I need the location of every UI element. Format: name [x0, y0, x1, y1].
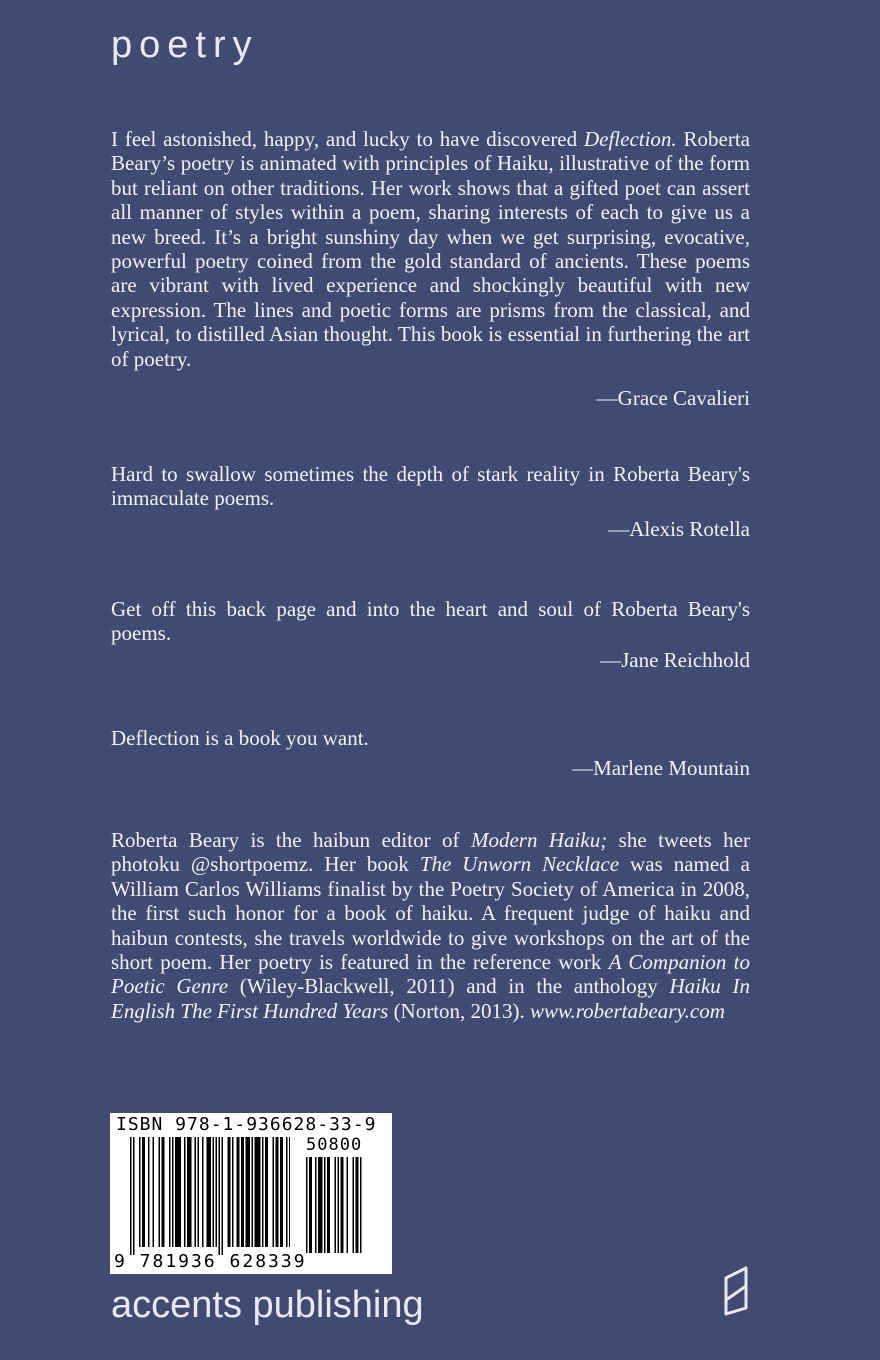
- barcode-bar: [356, 1157, 359, 1253]
- barcode-bar: [142, 1137, 145, 1247]
- attribution-mountain: —Marlene Mountain: [572, 756, 750, 780]
- barcode-bar: [360, 1157, 362, 1253]
- barcode-bar: [162, 1137, 165, 1247]
- barcode-bar: [130, 1137, 132, 1255]
- barcode-bar: [219, 1137, 221, 1255]
- attribution-reichhold: —Jane Reichhold: [600, 648, 750, 672]
- barcode-bar: [306, 1157, 308, 1253]
- barcode-bar: [318, 1157, 323, 1253]
- blurb-text: Roberta Beary’s poetry is animated with principles of Haiku, illustrative of the form but reliant on other traditions. Her work shows that a gifted poet can assert all manner of styles within a poem, sharing interests of each to give us a new breed. It’s a bright sunshiny day when we get surprising, evocative, powerful poetry coined from the gold standard of ancients. These poems are vibrant with lived experience and shockingly beautiful with new expression. The lines and poetic forms are prisms from the classical, and lyrical, to distilled Asian thought. This book is essential in furthering the art of poetry.: [111, 127, 750, 371]
- attribution-cavalieri: —Grace Cavalieri: [596, 386, 750, 410]
- barcode-bar: [213, 1137, 215, 1247]
- bio-text: Roberta Beary is the haibun editor of: [111, 828, 471, 852]
- barcode-bar: [184, 1137, 186, 1247]
- barcode-digits: 9 781936 628339: [114, 1251, 307, 1272]
- barcode-bar: [159, 1137, 161, 1247]
- blurb-rotella: Hard to swallow sometimes the depth of stark reality in Roberta Beary's immaculate poems.: [111, 462, 750, 511]
- genre-label: poetry: [111, 24, 259, 66]
- barcode-bar: [262, 1137, 264, 1247]
- blurb-text: I feel astonished, happy, and lucky to have discovered: [111, 127, 584, 151]
- book-title: A Companion to Poetic Genre: [111, 950, 751, 999]
- isbn-barcode: [110, 1113, 392, 1274]
- barcode-bar: [327, 1157, 330, 1253]
- book-title: Deflection.: [583, 127, 677, 151]
- addon-barcode-bars: [306, 1157, 384, 1255]
- barcode-bar: [265, 1137, 268, 1247]
- barcode-bar: [153, 1137, 155, 1247]
- barcode-bar: [241, 1137, 244, 1247]
- ean-barcode-bars: [130, 1137, 290, 1255]
- journal-title: Modern Haiku;: [470, 828, 608, 852]
- bio-text: (Wiley-Blackwell, 2011) and in the anthology: [228, 974, 670, 999]
- book-title: The Unworn Necklace: [419, 852, 620, 877]
- blurb-reichhold: Get off this back page and into the heart and soul of Roberta Beary's poems.: [111, 597, 750, 646]
- barcode-bar: [289, 1137, 290, 1247]
- barcode-bar: [315, 1157, 317, 1253]
- barcode-bar: [341, 1157, 344, 1253]
- barcode-bar: [347, 1157, 349, 1253]
- barcode-bar: [172, 1137, 174, 1247]
- accents-logo-icon: [720, 1264, 754, 1316]
- blurb-cavalieri: [111, 127, 750, 371]
- barcode-bar: [216, 1137, 218, 1247]
- barcode-bar: [202, 1137, 204, 1247]
- bio-text: was named a William Carlos Williams finalist by the Poetry Society of America in 2008, the first such honor for a book of haiku. A frequent judge of haiku and haibun contests, she travels worldwide to give workshops on the art of the short poem. Her poetry is featured in the reference work: [111, 852, 750, 975]
- barcode-bar: [148, 1137, 150, 1247]
- barcode-bar: [338, 1157, 340, 1253]
- bio-text: (Norton, 2013).: [388, 998, 531, 1023]
- barcode-bar: [335, 1157, 337, 1253]
- barcode-bar: [353, 1157, 355, 1253]
- book-title: Haiku In English The First Hundred Years: [111, 974, 750, 1023]
- barcode-bar: [228, 1137, 231, 1247]
- barcode-bar: [232, 1137, 234, 1247]
- author-bio: [111, 828, 750, 1023]
- barcode-bar: [175, 1137, 181, 1247]
- barcode-bar: [324, 1157, 326, 1253]
- barcode-bar: [280, 1137, 283, 1247]
- barcode-bar: [309, 1157, 312, 1253]
- barcode-bar: [207, 1137, 212, 1247]
- price-code: 50800: [306, 1135, 363, 1155]
- blurb-mountain: Deflection is a book you want.: [111, 726, 369, 750]
- isbn-number: ISBN 978-1-936628-33-9: [116, 1114, 377, 1135]
- barcode-bar: [252, 1137, 254, 1247]
- bio-text: she tweets her photoku @shortpoemz. Her book: [111, 828, 750, 877]
- barcode-bar: [237, 1137, 240, 1247]
- barcode-bar: [139, 1137, 141, 1247]
- barcode-bar: [273, 1137, 275, 1247]
- barcode-bar: [222, 1137, 224, 1255]
- author-website-link[interactable]: www.robertabeary.com: [530, 998, 725, 1023]
- barcode-bar: [255, 1137, 261, 1247]
- barcode-bar: [195, 1137, 197, 1247]
- barcode-bar: [286, 1137, 288, 1247]
- barcode-bar: [198, 1137, 200, 1247]
- barcode-bar: [187, 1137, 192, 1247]
- barcode-bar: [133, 1137, 135, 1255]
- publisher-name: accents publishing: [111, 1284, 424, 1326]
- barcode-bar: [276, 1137, 279, 1247]
- barcode-bar: [246, 1137, 251, 1247]
- attribution-rotella: —Alexis Rotella: [608, 517, 750, 541]
- barcode-bar: [169, 1137, 171, 1247]
